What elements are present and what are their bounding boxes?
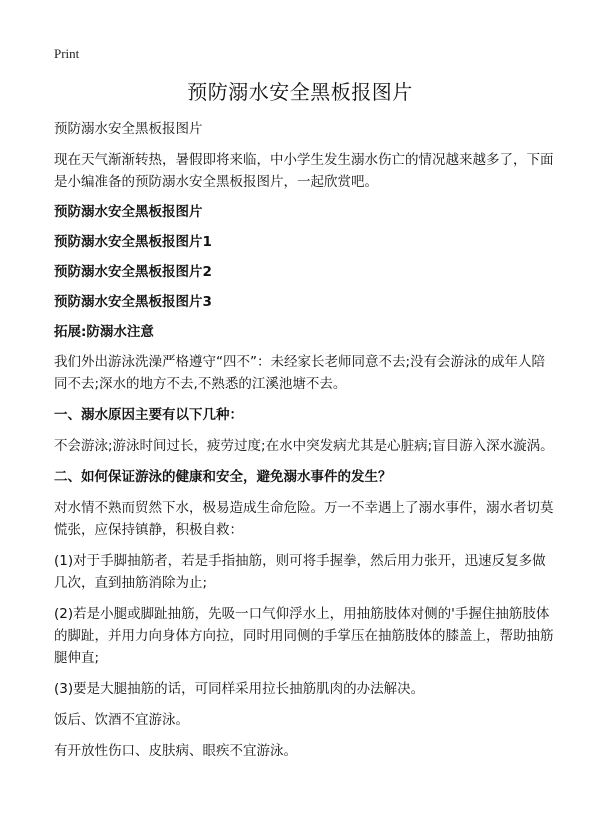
- intro-paragraph: 现在天气渐渐转热，暑假即将来临，中小学生发生溺水伤亡的情况越来越多了，下面是小编准备的预防溺水安全黑板报图片，一起欣赏吧。: [54, 152, 554, 190]
- section-paragraph: 不会游泳;游泳时间过长，疲劳过度;在水中突发病尤其是心脏病;盲目游入深水漩涡。: [54, 438, 554, 454]
- section-heading: 二、如何保证游泳的健康和安全，避免溺水事件的发生？: [54, 469, 392, 485]
- section-paragraph: 对水情不熟而贸然下水，极易造成生命危险。万一不幸遇上了溺水事件，溺水者切莫慌张，应保持镇静，积极自救：: [54, 500, 554, 538]
- tip-paragraph: (1)对于手脚抽筋者，若是手指抽筋，则可将手握拳，然后用力张开，迅速反复多做几次，直到抽筋消除为止;: [54, 553, 546, 591]
- tip-paragraph: (2)若是小腿或脚趾抽筋，先吸一口气仰浮水上，用抽筋肢体对侧的'手握住抽筋肢体的脚趾，并用力向身体方向拉，同时用同侧的手掌压在抽筋肢体的膝盖上，帮助抽筋腿伸直;: [54, 606, 554, 666]
- image-heading: 预防溺水安全黑板报图片1: [54, 234, 212, 250]
- section-heading: 一、溺水原因主要有以下几种：: [54, 407, 243, 423]
- tip-paragraph: (3)要是大腿抽筋的话，可同样采用拉长抽筋肌肉的办法解决。: [54, 681, 425, 697]
- note-paragraph: 有开放性伤口、皮肤病、眼疾不宜游泳。: [54, 743, 297, 759]
- page-title: 预防溺水安全黑板报图片: [187, 80, 413, 104]
- image-heading: 预防溺水安全黑板报图片: [54, 204, 203, 220]
- image-heading: 预防溺水安全黑板报图片2: [54, 264, 212, 280]
- extension-paragraph: 我们外出游泳洗澡严格遵守“四不”：未经家长老师同意不去;没有会游泳的成年人陪同不去;深水的地方不去,不熟悉的江溪池塘不去。: [54, 354, 546, 392]
- image-heading: 预防溺水安全黑板报图片3: [54, 294, 212, 310]
- print-link[interactable]: Print: [54, 46, 80, 61]
- note-paragraph: 饭后、饮酒不宜游泳。: [54, 712, 189, 728]
- article-body: [54, 118, 554, 762]
- extension-heading: 拓展:防溺水注意: [54, 324, 154, 340]
- subtitle: 预防溺水安全黑板报图片: [54, 121, 203, 137]
